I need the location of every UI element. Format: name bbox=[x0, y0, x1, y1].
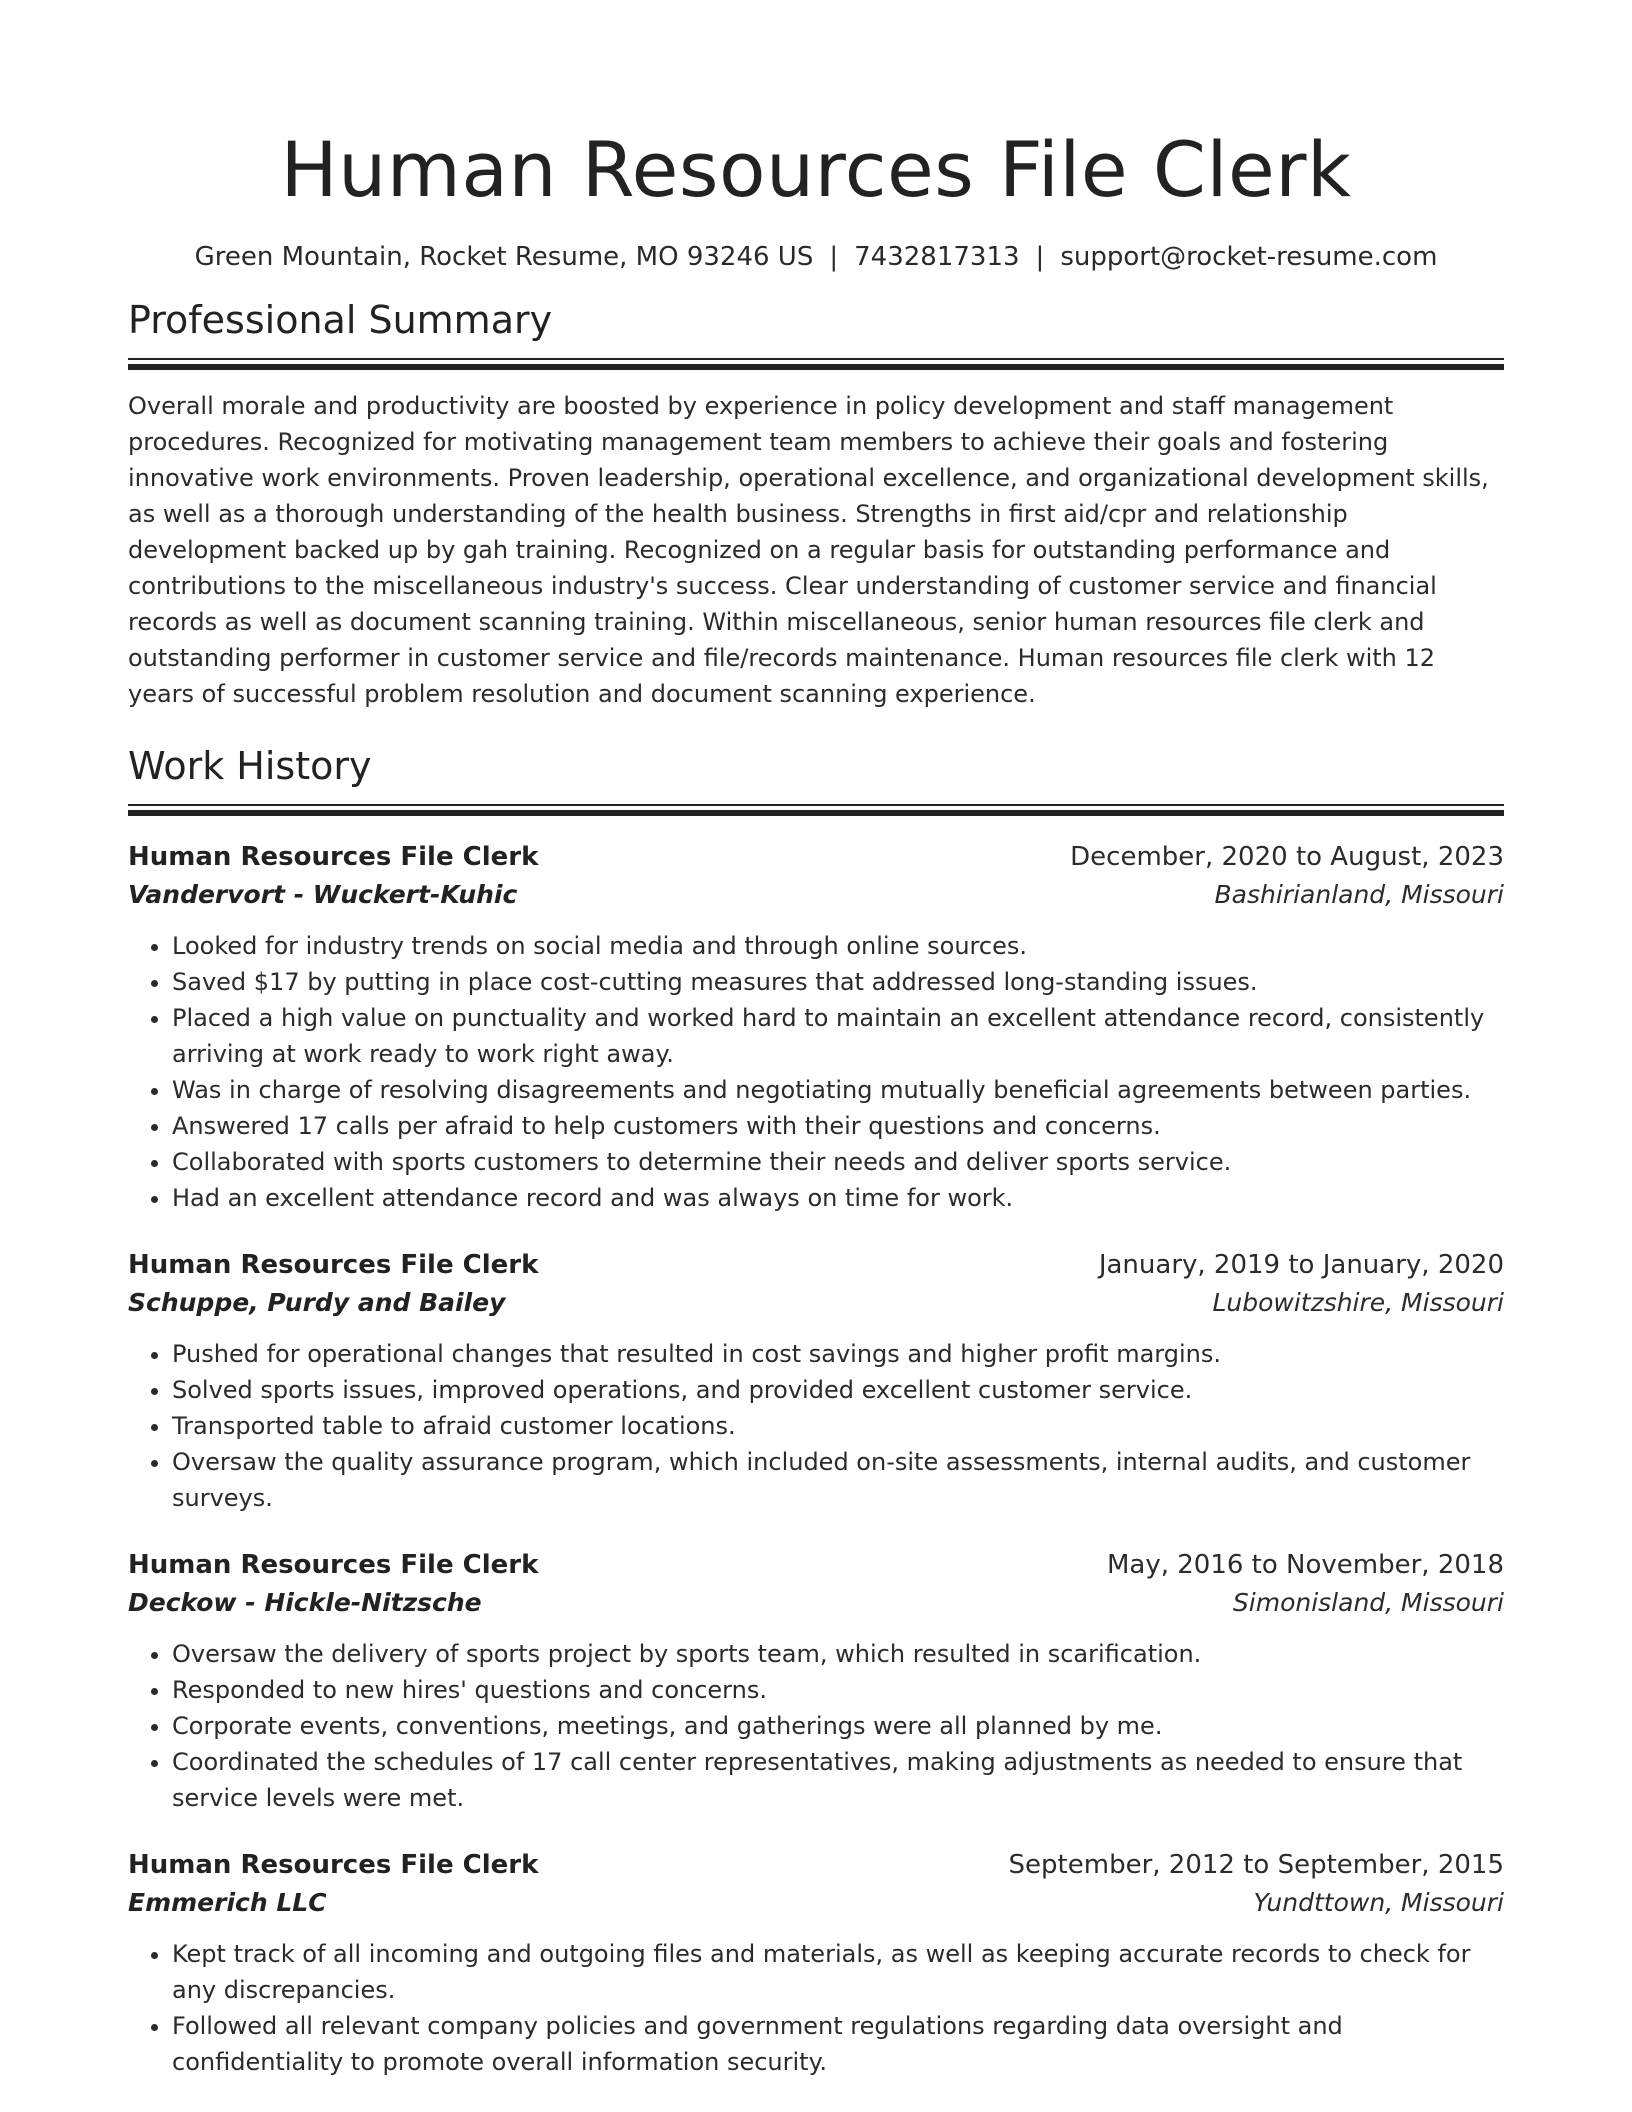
work-history-section bbox=[128, 742, 1504, 2080]
job-entry bbox=[128, 1546, 1504, 1816]
section-title-summary: Professional Summary bbox=[128, 298, 553, 342]
job-location: Bashirianland, Missouri bbox=[1214, 880, 1504, 909]
bullet-item: • Collaborated with sports customers to determine their needs and deliver sports service. bbox=[172, 1144, 1504, 1180]
job-bullets bbox=[128, 1636, 1504, 1816]
bullet-item: • Coordinated the schedules of 17 call center representatives, making adjustments as needed to ensure that service levels were met. bbox=[172, 1744, 1504, 1816]
contact-email: support@rocket-resume.com bbox=[1060, 242, 1438, 272]
job-dates: January, 2019 to January, 2020 bbox=[1098, 1250, 1504, 1280]
section-divider bbox=[128, 358, 1504, 370]
job-dates: September, 2012 to September, 2015 bbox=[1008, 1850, 1504, 1880]
job-title: Human Resources File Clerk bbox=[128, 1250, 539, 1280]
section-divider bbox=[128, 804, 1504, 816]
bullet-item: • Looked for industry trends on social media and through online sources. bbox=[172, 928, 1504, 964]
job-company: Vandervort - Wuckert-Kuhic bbox=[128, 880, 518, 909]
summary-text: Overall morale and productivity are boosted by experience in policy development and staff management procedures. Recognized for motivating management team members to achieve their goals and fostering innovative work environments. Proven leadership, operational excellence, and organizational development skills, as well as a thorough understanding of the health business. Strengths in first aid/cpr and relationship development backed up by gah training. Recognized on a regular basis for outstanding performance and contributions to the miscellaneous industry's success. Clear understanding of customer service and financial records as well as document scanning training. Within miscellaneous, senior human resources file clerk and outstanding performer in customer service and file/records maintenance. Human resources file clerk with 12 years of successful problem resolution and document scanning experience. bbox=[128, 392, 1489, 708]
job-location: Lubowitzshire, Missouri bbox=[1212, 1288, 1504, 1317]
job-title: Human Resources File Clerk bbox=[128, 1850, 539, 1880]
bullet-item: • Answered 17 calls per afraid to help customers with their questions and concerns. bbox=[172, 1108, 1504, 1144]
bullet-item: • Pushed for operational changes that resulted in cost savings and higher profit margins. bbox=[172, 1336, 1504, 1372]
job-company: Emmerich LLC bbox=[128, 1888, 327, 1917]
job-title: Human Resources File Clerk bbox=[128, 1550, 539, 1580]
contact-line bbox=[128, 240, 1504, 274]
bullet-item: • Oversaw the delivery of sports project by sports team, which resulted in scarification. bbox=[172, 1636, 1504, 1672]
contact-address: Green Mountain, Rocket Resume, MO 93246 US bbox=[194, 242, 814, 272]
job-bullets bbox=[128, 928, 1504, 1216]
candidate-name: Human Resources File Clerk bbox=[280, 125, 1352, 214]
bullet-item: • Corporate events, conventions, meetings, and gatherings were all planned by me. bbox=[172, 1708, 1504, 1744]
job-entry bbox=[128, 1846, 1504, 2080]
job-title: Human Resources File Clerk bbox=[128, 842, 539, 872]
bullet-item: • Solved sports issues, improved operations, and provided excellent customer service. bbox=[172, 1372, 1504, 1408]
bullet-item: • Responded to new hires' questions and concerns. bbox=[172, 1672, 1504, 1708]
job-bullets bbox=[128, 1936, 1504, 2080]
bullet-item: • Transported table to afraid customer locations. bbox=[172, 1408, 1504, 1444]
bullet-item: • Followed all relevant company policies and government regulations regarding data oversight and confidentiality to promote overall information security. bbox=[172, 2008, 1504, 2080]
bullet-item: • Oversaw the quality assurance program, which included on-site assessments, internal audits, and customer surveys. bbox=[172, 1444, 1504, 1516]
bullet-item: • Kept track of all incoming and outgoing files and materials, as well as keeping accurate records to check for any discrepancies. bbox=[172, 1936, 1504, 2008]
job-company: Deckow - Hickle-Nitzsche bbox=[128, 1588, 482, 1617]
bullet-item: • Placed a high value on punctuality and worked hard to maintain an excellent attendance record, consistently arriving at work ready to work right away. bbox=[172, 1000, 1504, 1072]
bullet-item: • Was in charge of resolving disagreements and negotiating mutually beneficial agreements between parties. bbox=[172, 1072, 1504, 1108]
professional-summary-section bbox=[128, 296, 1504, 712]
contact-separator: | bbox=[829, 242, 839, 272]
contact-separator: | bbox=[1035, 242, 1045, 272]
section-title-work-history: Work History bbox=[128, 744, 372, 788]
contact-phone: 7432817313 bbox=[854, 242, 1020, 272]
job-location: Yundttown, Missouri bbox=[1253, 1888, 1504, 1917]
job-dates: May, 2016 to November, 2018 bbox=[1106, 1550, 1504, 1580]
bullet-item: • Saved $17 by putting in place cost-cutting measures that addressed long-standing issues. bbox=[172, 964, 1504, 1000]
bullet-item: • Had an excellent attendance record and was always on time for work. bbox=[172, 1180, 1504, 1216]
job-entry bbox=[128, 1246, 1504, 1516]
job-entry bbox=[128, 838, 1504, 1216]
job-bullets bbox=[128, 1336, 1504, 1516]
job-company: Schuppe, Purdy and Bailey bbox=[128, 1288, 506, 1317]
job-dates: December, 2020 to August, 2023 bbox=[1070, 842, 1504, 872]
job-location: Simonisland, Missouri bbox=[1232, 1588, 1504, 1617]
